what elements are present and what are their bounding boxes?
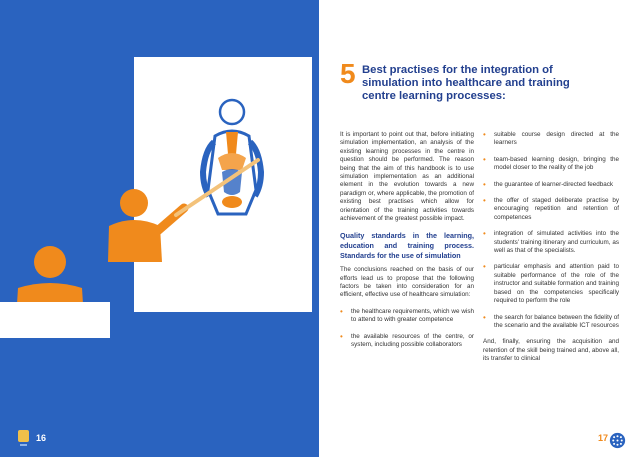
list-item (483, 197, 619, 222)
list-item (340, 333, 474, 350)
bullet-text: the available resources of the centre, or system, including possible collaborators (351, 332, 474, 349)
bullet-icon: • (483, 196, 486, 206)
page-number-right: 17 (597, 433, 608, 443)
intro-paragraph: It is important to point out that, before initiating simulation implementation, an analysis of the existing learning processes in the centre in question should be performed. The reason being that the aim of this handbook is to use simulation implementation as an additional element in the evolution towards a new paradigm or, where applicable, the promotion of existing best practises which allow for orientation of the training activities towards achievement of the greatest possible impact. (340, 131, 474, 223)
list-item (483, 156, 619, 173)
student-desk (0, 302, 110, 338)
bullet-icon: • (340, 331, 343, 341)
bullet-icon: • (483, 179, 486, 189)
closing-paragraph: And, finally, ensuring the acquisition and retention of the skill being trained and, above all, its transfer to clinical (483, 338, 619, 363)
bullet-text: suitable course design directed at the learners (494, 131, 619, 147)
bullet-icon: • (340, 306, 343, 316)
quality-standards-heading: Quality standards in the learning, education and training process. Standards for the use of simulation (340, 231, 474, 260)
conclusions-paragraph: The conclusions reached on the basis of our efforts lead us to propose that the following factors be taken into consideration for an efficient, effective use of healthcare simulation: (340, 266, 474, 299)
list-item (483, 181, 619, 189)
list-item (483, 230, 619, 255)
list-item (483, 263, 619, 305)
bullet-icon: • (483, 312, 486, 322)
page-number-left: 16 (36, 433, 47, 443)
bullet-text: the healthcare requirements, which we wish to attend to with greater competence (351, 307, 474, 324)
list-item (340, 308, 474, 325)
bullet-text: team-based learning design, bringing the model closer to the reality of the job (494, 155, 619, 172)
bullet-icon: • (483, 229, 486, 239)
bullet-icon: • (483, 154, 486, 164)
bullet-icon: • (483, 262, 486, 272)
bullet-text: the offer of staged deliberate practise by encouraging repetition and retention of competences (494, 197, 619, 221)
student-figure (0, 246, 110, 338)
bullet-text: the guarantee of learner-directed feedback (494, 180, 614, 188)
bullet-icon: • (483, 130, 486, 139)
list-item (483, 131, 619, 148)
bullet-text: integration of simulated activities into the students' training itinerary and curriculum, as well as that of the specialists. (494, 230, 619, 255)
left-text-column (340, 131, 474, 358)
left-logo-badge (18, 430, 29, 446)
list-item (483, 314, 619, 331)
right-text-column (483, 131, 619, 372)
section-number: 5 (340, 58, 356, 89)
bullet-text: the search for balance between the fidelity of the scenario and the available ICT resources (494, 313, 619, 329)
globe-logo-icon (609, 432, 626, 449)
bullet-text: particular emphasis and attention paid to suitable performance of the role of the instructor and suitable formation and training based on the competencies specifically required to perform the role (494, 263, 619, 305)
section-title: Best practises for the integration of simulation into healthcare and training centre learning processes: (362, 64, 570, 102)
